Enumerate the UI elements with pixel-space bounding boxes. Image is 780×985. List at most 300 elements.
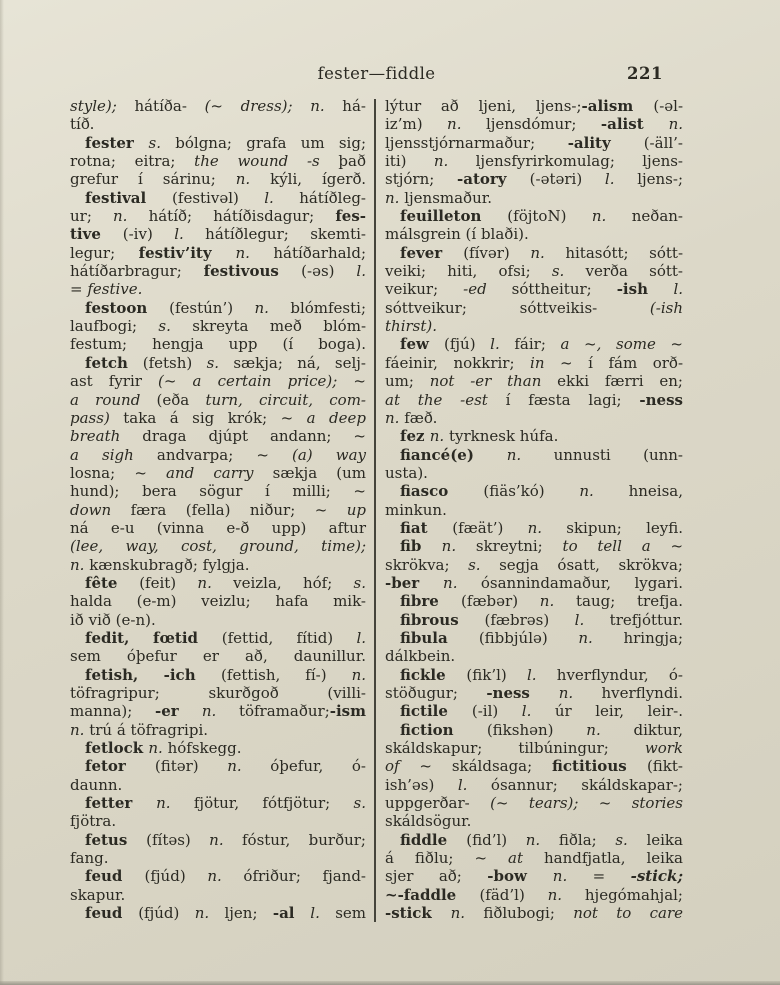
italic-run: l. — [604, 170, 615, 189]
dictionary-text-line — [385, 280, 683, 298]
italic-run: s. — [353, 794, 366, 813]
headword-run: fictitious — [552, 757, 647, 776]
italic-run: to tell a ~ — [562, 537, 684, 556]
text-run: (fikt- — [646, 757, 683, 776]
text-run: verða sótt- — [564, 262, 684, 281]
page-left-edge — [0, 0, 4, 985]
italic-run: n. — [429, 427, 445, 446]
dictionary-text-line — [385, 702, 683, 720]
dictionary-text-line — [385, 262, 683, 280]
text-run: fáeinir, nokkrir; — [385, 353, 531, 372]
dictionary-text-line — [70, 225, 366, 243]
text-run: (fetsh) — [142, 353, 207, 372]
dictionary-text-line — [70, 574, 366, 592]
headword-run: feud — [85, 904, 139, 923]
dictionary-text-line — [385, 794, 683, 812]
dictionary-text-line — [70, 592, 366, 610]
headword-run: feuilleton — [400, 207, 508, 226]
italic-run: s. — [353, 573, 366, 592]
italic-run: l. — [490, 335, 500, 354]
dictionary-text-line — [70, 317, 366, 335]
text-run: sem óþefur er að, daunillur. — [70, 647, 366, 666]
dictionary-text-line — [70, 739, 366, 757]
dictionary-text-line — [70, 666, 366, 684]
italic-run: ~ a deep — [280, 408, 366, 427]
italic-run: turn, circuit, com- — [205, 390, 366, 409]
dictionary-text-line — [385, 189, 683, 207]
text-run: diktur, — [600, 720, 683, 739]
dictionary-text-line — [385, 556, 683, 574]
italic-run: n. — [235, 170, 251, 189]
text-run: dálkbein. — [385, 647, 456, 666]
text-run: = — [70, 280, 88, 299]
dictionary-text-line — [70, 886, 366, 904]
text-run: hund); bera sögur í milli; — [70, 482, 354, 501]
italic-run: n. — [207, 867, 222, 886]
text-run: (eða — [156, 390, 206, 409]
italic-run: n. — [579, 482, 594, 501]
italic-run: style); — [70, 97, 135, 115]
dictionary-text-line — [385, 464, 683, 482]
italic-run: ~ up — [314, 500, 366, 519]
text-run: (fettid, fítid) — [221, 628, 357, 647]
text-run: töframaður; — [216, 702, 330, 721]
italic-run: ~ (a) way — [256, 445, 366, 464]
text-run: laufbogi; — [70, 317, 159, 336]
headword-run: fetlock — [85, 739, 149, 758]
italic-run: n. — [227, 757, 242, 776]
headword-run: -alist — [600, 115, 669, 134]
text-run: (fik’l) — [466, 665, 527, 684]
dictionary-text-line — [70, 97, 366, 115]
text-run: manna); — [70, 702, 156, 721]
dictionary-text-line — [70, 757, 366, 775]
headword-run: fête — [85, 573, 140, 592]
italic-run: at — [508, 849, 523, 868]
italic-run: n. — [668, 115, 684, 134]
dictionary-text-line — [70, 427, 366, 445]
text-run: ljensdómur; — [461, 115, 601, 134]
headword-run: -er — [155, 702, 202, 721]
italic-run: (~ dress); n. — [204, 97, 325, 115]
headword-run: fiddle — [400, 830, 467, 849]
dictionary-text-line — [70, 409, 366, 427]
dictionary-text-line — [70, 464, 366, 482]
italic-run: n. — [156, 794, 171, 813]
text-run: (fítəs) — [146, 830, 210, 849]
italic-run: n. — [530, 243, 545, 262]
italic-run: (~ a certain price); ~ — [158, 372, 366, 391]
dictionary-text-line — [385, 721, 683, 739]
text-run: fjötur, fótfjötur; — [170, 794, 354, 813]
dictionary-text-line — [70, 556, 366, 574]
headword-run: -atory — [457, 170, 530, 189]
italic-run: breath — [70, 427, 121, 446]
text-run: tyrknesk húfa. — [444, 427, 559, 446]
italic-run: thirst). — [385, 317, 438, 336]
italic-run: l. — [310, 904, 320, 923]
text-run: fæð. — [399, 408, 438, 427]
dictionary-text-line — [385, 592, 683, 610]
italic-run: n. — [148, 739, 163, 758]
dictionary-text-line — [70, 702, 366, 720]
text-run: (fiäs’kó) — [483, 482, 580, 501]
text-run: festum; hengja upp (í boga). — [70, 335, 366, 354]
headword-run: fetch — [85, 353, 143, 372]
dictionary-text-line — [385, 739, 683, 757]
headword-run: fiat — [400, 518, 453, 537]
dictionary-text-line — [385, 409, 683, 427]
text-run: ast fyrir — [70, 372, 159, 391]
text-run: ljensmaður. — [399, 188, 493, 207]
italic-run: l. — [521, 702, 532, 721]
italic-run: l. — [457, 775, 468, 794]
text-run: kýli, ígerð. — [250, 170, 366, 189]
headword-run: fickle — [400, 665, 467, 684]
text-run: ið við (e-n). — [70, 610, 156, 629]
headword-run: -ness — [639, 390, 683, 409]
dictionary-text-line — [385, 152, 683, 170]
italic-run: n. — [591, 207, 607, 226]
text-run: tíð. — [70, 115, 95, 134]
italic-run: work — [644, 739, 683, 758]
italic-run: the wound -s — [194, 152, 320, 171]
text-run: ljens-; — [614, 170, 683, 189]
dictionary-text-line — [70, 812, 366, 830]
italic-run: s. — [158, 317, 171, 336]
headword-run: fibrous — [400, 610, 485, 629]
text-run: draga djúpt andann; — [120, 427, 354, 446]
headword-run: -ality — [567, 133, 644, 152]
dictionary-text-line — [385, 427, 683, 445]
text-run: færa (fella) niður; — [111, 500, 315, 519]
dictionary-text-line — [385, 446, 683, 464]
italic-run: (lee, way, cost, ground, time); — [70, 537, 366, 556]
italic-run: l. — [264, 188, 274, 207]
dictionary-text-line — [385, 115, 683, 133]
text-run: (fid’l) — [466, 830, 526, 849]
text-run: sækja (um — [253, 463, 367, 482]
dictionary-text-line — [385, 299, 683, 317]
text-run: hringja; — [592, 628, 683, 647]
text-run: taug; trefja. — [554, 592, 683, 611]
text-run: andvarpa; — [133, 445, 257, 464]
dictionary-text-line — [70, 629, 366, 647]
text-run: segja ósatt, skrökva; — [480, 555, 683, 574]
text-run: hneisa, — [593, 482, 683, 501]
dictionary-text-line — [70, 134, 366, 152]
text-run: (fjúd) — [138, 904, 195, 923]
dictionary-text-line — [70, 904, 366, 922]
text-run: ósannindamaður, lygari. — [457, 573, 683, 592]
text-run: veizla, hóf; — [211, 573, 354, 592]
text-run: (festivəl) — [172, 188, 265, 207]
text-run: málsgrein (í blaði). — [385, 225, 529, 244]
dictionary-text-line — [385, 134, 683, 152]
text-run: iti) — [385, 152, 434, 171]
dictionary-text-line — [70, 776, 366, 794]
italic-run: s. — [551, 262, 565, 281]
text-run: á fiðlu; ~ — [385, 849, 508, 868]
dictionary-text-line — [70, 280, 366, 298]
italic-run: s. — [148, 133, 162, 152]
text-run: há- — [324, 97, 366, 115]
italic-run: n. — [539, 592, 555, 611]
text-run: veikur; — [385, 280, 464, 299]
text-run: skáldsaga; — [431, 757, 553, 776]
text-run: úr leir, leir-. — [531, 702, 683, 721]
italic-run: l. — [356, 262, 366, 281]
italic-run: (-ish — [649, 298, 683, 317]
text-run: (föjtoN) — [507, 207, 592, 226]
dictionary-text-line — [385, 886, 683, 904]
dictionary-text-line — [385, 501, 683, 519]
headword-run: -al — [272, 904, 311, 923]
text-run: unnusti (unn- — [521, 445, 683, 464]
text-run: veiki; hiti, ofsi; — [385, 262, 552, 281]
text-run: hjegómahjal; — [562, 885, 683, 904]
italic-run: -ed — [463, 280, 487, 299]
italic-run: pass) — [70, 408, 110, 427]
text-run: hverflyndi. — [573, 684, 683, 702]
text-run: fáir; — [499, 335, 561, 354]
text-run: (fettish, fí-) — [221, 665, 352, 684]
dictionary-text-line — [385, 776, 683, 794]
headword-run: fes- — [335, 207, 366, 226]
text-run: hitasótt; sótt- — [544, 243, 684, 262]
italic-run: l. — [574, 610, 585, 629]
text-run: legur; — [70, 243, 139, 262]
text-run: hófskegg. — [162, 739, 242, 758]
text-run: halda (e-m) veizlu; hafa mik- — [70, 592, 366, 611]
text-run: fóstur, burður; — [223, 830, 366, 849]
dictionary-text-line — [385, 244, 683, 262]
italic-run: n. — [209, 830, 224, 849]
text-run: iz’m) — [385, 115, 448, 134]
text-run: usta). — [385, 463, 428, 482]
text-run: ljensfyrirkomulag; ljens- — [448, 152, 683, 171]
text-run: hátíðlegur; skemti- — [183, 225, 366, 244]
text-run: handfjatla, leika — [522, 849, 683, 868]
headword-run: fiasco — [400, 482, 484, 501]
italic-run: n. — [552, 867, 568, 886]
dictionary-text-line — [385, 629, 683, 647]
dictionary-text-line — [385, 482, 683, 500]
dictionary-text-line — [70, 299, 366, 317]
text-run: hátíða- — [134, 97, 205, 115]
right-column — [385, 97, 683, 922]
text-run: minkun. — [385, 500, 447, 519]
text-run: sækja; ná, selj- — [219, 353, 366, 372]
text-run: (fjúd) — [144, 867, 208, 886]
text-run: ekki færri en; — [541, 372, 683, 391]
text-run: (fívər) — [463, 243, 531, 262]
dictionary-text-line — [385, 831, 683, 849]
italic-run: n. — [506, 445, 522, 464]
text-run: (fäd’l) — [479, 885, 548, 904]
text-run: ósannur; skáldskapar-; — [467, 775, 683, 794]
text-run: (-əs) — [301, 262, 357, 281]
page-header — [70, 64, 683, 86]
dictionary-text-line — [70, 647, 366, 665]
italic-run: (~ tears); ~ stories — [490, 794, 684, 813]
headword-run: -alism — [581, 97, 654, 115]
text-run: (fæät’) — [452, 518, 528, 537]
headword-run: festivous — [203, 262, 302, 281]
italic-run: l. — [673, 280, 684, 299]
dictionary-text-line — [70, 335, 366, 353]
dictionary-text-line — [70, 170, 366, 188]
dictionary-text-line — [385, 317, 683, 335]
italic-run: ~ and carry — [134, 463, 254, 482]
headword-run: fibre — [400, 592, 462, 611]
italic-run: n. — [525, 830, 541, 849]
headword-run: fedit, fœtid — [85, 628, 222, 647]
italic-run: n. — [235, 243, 250, 262]
dictionary-text-line — [385, 225, 683, 243]
headword-run: fetter — [85, 794, 157, 813]
dictionary-text-line — [70, 501, 366, 519]
dictionary-text-line — [70, 354, 366, 372]
italic-run: n. — [586, 720, 601, 739]
text-run: skreytni; — [456, 537, 563, 556]
dictionary-text-line — [385, 519, 683, 537]
italic-run: l. — [526, 665, 537, 684]
italic-run: ~ — [353, 482, 366, 501]
text-run: uppgerðar- — [385, 794, 491, 813]
text-run: töfragripur; skurðgoð (villi- — [70, 684, 366, 702]
headword-run: fib — [400, 537, 442, 556]
text-run: bólgna; grafa um sig; — [161, 133, 366, 152]
headword-run: fiction — [400, 720, 487, 739]
headword-run: fez — [400, 427, 430, 446]
italic-run: -stick; — [630, 867, 683, 886]
headword-run: -ish — [616, 280, 674, 299]
dictionary-text-line — [70, 849, 366, 867]
dictionary-text-line — [70, 867, 366, 885]
italic-run: l. — [174, 225, 184, 244]
dictionary-text-line — [70, 519, 366, 537]
dictionary-text-line — [70, 207, 366, 225]
text-run: ljen; — [209, 904, 273, 923]
text-run: ljensstjórnarmaður; — [385, 133, 568, 152]
text-run: kænskubragð; fylgja. — [84, 555, 250, 574]
text-run: skáldskapur; tilbúningur; — [385, 739, 645, 758]
italic-run: n. — [254, 298, 269, 317]
headword-run: feud — [85, 867, 145, 886]
text-run: skreyta með blóm- — [170, 317, 367, 336]
text-run: (-il) — [471, 702, 522, 721]
text-run: trú á töfragripi. — [84, 720, 209, 739]
dictionary-text-line — [70, 115, 366, 133]
headword-run: few — [400, 335, 444, 354]
dictionary-text-line — [385, 904, 683, 922]
dictionary-text-line — [385, 849, 683, 867]
headword-run: festival — [85, 188, 173, 207]
italic-run: a round — [70, 390, 157, 409]
dictionary-text-line — [70, 372, 366, 390]
dictionary-text-line — [385, 666, 683, 684]
dictionary-text-line — [70, 446, 366, 464]
dictionary-text-line — [385, 867, 683, 885]
italic-run: s. — [468, 555, 481, 574]
text-run: skipun; leyfi. — [542, 518, 683, 537]
headword-run: fibula — [400, 628, 479, 647]
headword-run: tive — [70, 225, 123, 244]
text-run: skáldsögur. — [385, 812, 472, 831]
dictionary-text-line — [385, 97, 683, 115]
text-run: (-ətəri) — [529, 170, 605, 189]
text-run: lýtur að ljeni, ljens-; — [385, 97, 582, 115]
text-run: (fikshən) — [486, 720, 587, 739]
dictionary-text-line — [385, 372, 683, 390]
text-run: stjórn; — [385, 170, 457, 189]
text-run: (fibbjúlə) — [478, 628, 579, 647]
page-number: 221 — [627, 64, 663, 83]
text-run: í fæsta lagi; — [487, 390, 640, 409]
text-run: (feit) — [139, 573, 198, 592]
dictionary-text-line — [70, 152, 366, 170]
italic-run: n. — [113, 207, 128, 226]
italic-run: festive. — [87, 280, 143, 299]
dictionary-text-line — [70, 684, 366, 702]
text-run: = — [567, 867, 631, 886]
text-run: (fæbər) — [461, 592, 540, 611]
text-run: það — [319, 152, 366, 171]
headword-run: ~-faddle — [385, 885, 480, 904]
text-run: (-iv) — [122, 225, 175, 244]
text-run: (festún’) — [169, 298, 255, 317]
text-run: (-əl- — [653, 97, 684, 115]
italic-run: n. — [351, 665, 366, 684]
text-run: óþefur, ó- — [241, 757, 366, 776]
dictionary-text-line — [385, 537, 683, 555]
text-run: taka á sig krók; — [109, 408, 281, 427]
dictionary-text-line — [385, 611, 683, 629]
italic-run: n. — [197, 573, 212, 592]
italic-run: n. — [70, 720, 85, 739]
text-run: sem — [319, 904, 367, 923]
dictionary-text-line — [70, 262, 366, 280]
italic-run: n. — [447, 115, 462, 134]
italic-run: at the -est — [385, 390, 488, 409]
text-run: ur; — [70, 207, 114, 226]
dictionary-text-line — [70, 831, 366, 849]
headword-run: festoon — [85, 298, 170, 317]
text-run: hátíð; hátíðisdagur; — [127, 207, 336, 226]
italic-run: l. — [356, 628, 367, 647]
italic-run: n. — [385, 188, 400, 207]
text-run: fjötra. — [70, 812, 117, 831]
headword-run: fetish, -ich — [85, 665, 222, 684]
italic-run: not -er than — [429, 372, 542, 391]
text-run: blómfesti; — [268, 298, 366, 317]
dictionary-text-line — [70, 537, 366, 555]
text-run: hátíðarbragur; — [70, 262, 204, 281]
italic-run: n. — [578, 628, 593, 647]
dictionary-text-line — [385, 354, 683, 372]
text-run: grefur í sárinu; — [70, 170, 236, 189]
italic-run: n. — [385, 408, 400, 427]
dictionary-text-line — [385, 684, 683, 702]
italic-run: in ~ — [530, 353, 573, 372]
headword-run: fever — [400, 243, 464, 262]
text-run: ófriður; fjand- — [221, 867, 367, 886]
italic-run: a sigh — [70, 445, 134, 464]
dictionary-text-line — [70, 482, 366, 500]
italic-run: n. — [70, 555, 85, 574]
headword-run: fetus — [85, 830, 147, 849]
